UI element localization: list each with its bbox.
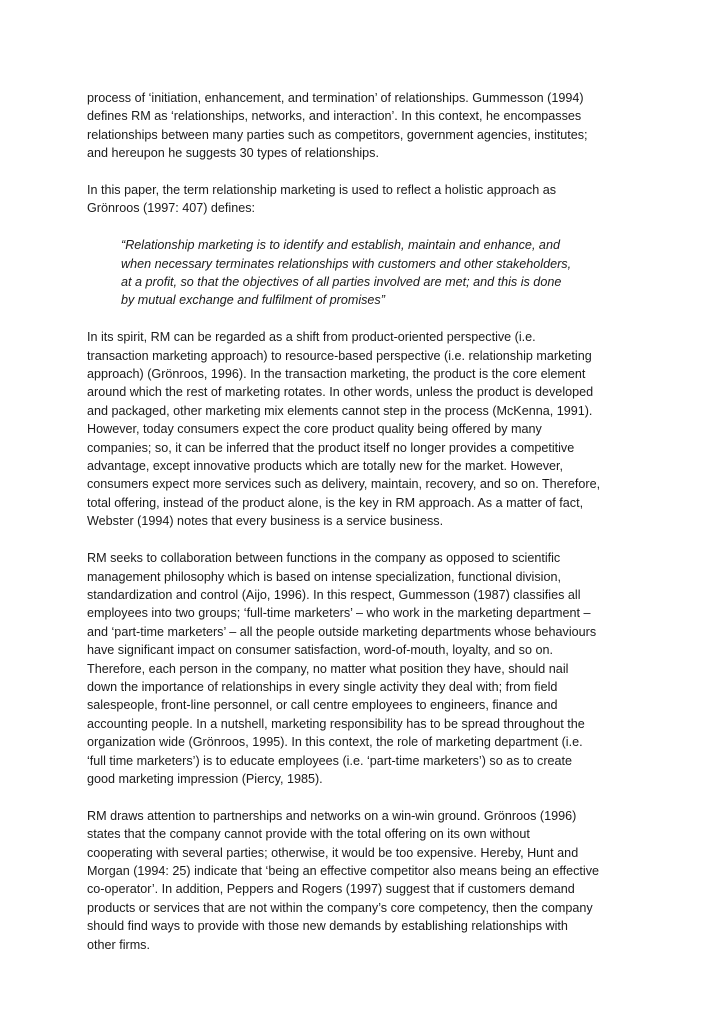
- text-line: management philosophy which is based on intense specialization, functional division,: [87, 569, 561, 584]
- text-line: states that the company cannot provide with the total offering on its own without: [87, 827, 530, 842]
- text-line: and packaged, other marketing mix elements cannot step in the process (McKenna, 1991).: [87, 403, 593, 418]
- text-line: Therefore, each person in the company, no matter what position they have, should nail: [87, 661, 569, 676]
- text-line: Grönroos (1997: 407) defines:: [87, 201, 256, 216]
- text-line: when necessary terminates relationships with customers and other stakeholders,: [121, 256, 572, 271]
- text-line: In this paper, the term relationship marketing is used to reflect a holistic approach as: [87, 183, 557, 198]
- text-line: accounting people. In a nutshell, marketing responsibility has to be spread throughout the: [87, 716, 585, 731]
- text-line: organization wide (Grönroos, 1995). In this context, the role of marketing department (i.e.: [87, 735, 583, 750]
- text-line: co-operator’. In addition, Peppers and Rogers (1997) suggest that if customers demand: [87, 882, 575, 897]
- body-paragraph: [87, 549, 647, 788]
- text-line: RM seeks to collaboration between functions in the company as opposed to scientific: [87, 551, 561, 566]
- text-line: down the importance of relationships in every single activity they deal with; from field: [87, 679, 558, 694]
- text-line: at a profit, so that the objectives of all parties involved are met; and this is done: [121, 275, 562, 290]
- text-line: Morgan (1994: 25) indicate that ‘being an effective competitor also means being an effective: [87, 863, 599, 878]
- text-line: “Relationship marketing is to identify and establish, maintain and enhance, and: [121, 238, 560, 253]
- text-line: should find ways to provide with those new demands by establishing relationships with: [87, 919, 568, 934]
- text-line: other firms.: [87, 937, 150, 952]
- text-line: salespeople, front-line personnel, or call centre employees to engineers, finance and: [87, 698, 558, 713]
- text-line: Webster (1994) notes that every business is a service business.: [87, 514, 444, 529]
- text-line: by mutual exchange and fulfilment of promises”: [121, 293, 385, 308]
- text-line: defines RM as ‘relationships, networks, and interaction’. In this context, he encompasses: [87, 109, 582, 124]
- text-line: around which the rest of marketing rotates. In other words, unless the product is developed: [87, 385, 594, 400]
- text-line: good marketing impression (Piercy, 1985).: [87, 771, 323, 786]
- text-line: In its spirit, RM can be regarded as a shift from product-oriented perspective (i.e.: [87, 330, 536, 345]
- text-line: process of ‘initiation, enhancement, and termination’ of relationships. Gummesson (1994): [87, 91, 584, 105]
- text-line: employees into two groups; ‘full-time marketers’ – who work in the marketing department –: [87, 606, 591, 621]
- text-line: and hereupon he suggests 30 types of relationships.: [87, 146, 379, 161]
- text-line: standardization and control (Aijo, 1996). In this respect, Gummesson (1987) classifies all: [87, 587, 581, 602]
- body-paragraph: [87, 181, 647, 218]
- body-paragraph: [87, 807, 647, 954]
- text-line: transaction marketing approach) to resource-based perspective (i.e. relationship marketing: [87, 348, 592, 363]
- block-quote: [121, 236, 647, 310]
- text-line: products or services that are not within the company’s core competency, then the company: [87, 900, 593, 915]
- text-line: approach) (Grönroos, 1996). In the transaction marketing, the product is the core element: [87, 367, 586, 382]
- body-paragraph: [87, 328, 647, 530]
- text-line: relationships between many parties such as competitors, government agencies, institutes;: [87, 127, 588, 142]
- text-line: consumers expect more services such as delivery, maintain, recovery, and so on. Therefore,: [87, 477, 601, 492]
- text-line: total offering, instead of the product alone, is the key in RM approach. As a matter of fact,: [87, 495, 584, 510]
- text-line: advantage, except innovative products which are totally new for the market. However,: [87, 459, 564, 474]
- text-line: cooperating with several parties; otherwise, it would be too expensive. Hereby, Hunt and: [87, 845, 579, 860]
- body-paragraph: [87, 89, 647, 163]
- text-line: RM draws attention to partnerships and networks on a win-win ground. Grönroos (1996): [87, 808, 577, 823]
- text-line: and ‘part-time marketers’ – all the people outside marketing departments whose behaviours: [87, 624, 597, 639]
- text-line: However, today consumers expect the core product quality being offered by many: [87, 422, 542, 437]
- text-line: companies; so, it can be inferred that the product itself no longer provides a competitive: [87, 440, 575, 455]
- document-page: [87, 89, 647, 972]
- text-line: ‘full time marketers’) is to educate employees (i.e. ‘part-time marketers’) so as to create: [87, 753, 573, 768]
- text-line: have significant impact on consumer satisfaction, word-of-mouth, loyalty, and so on.: [87, 643, 553, 658]
